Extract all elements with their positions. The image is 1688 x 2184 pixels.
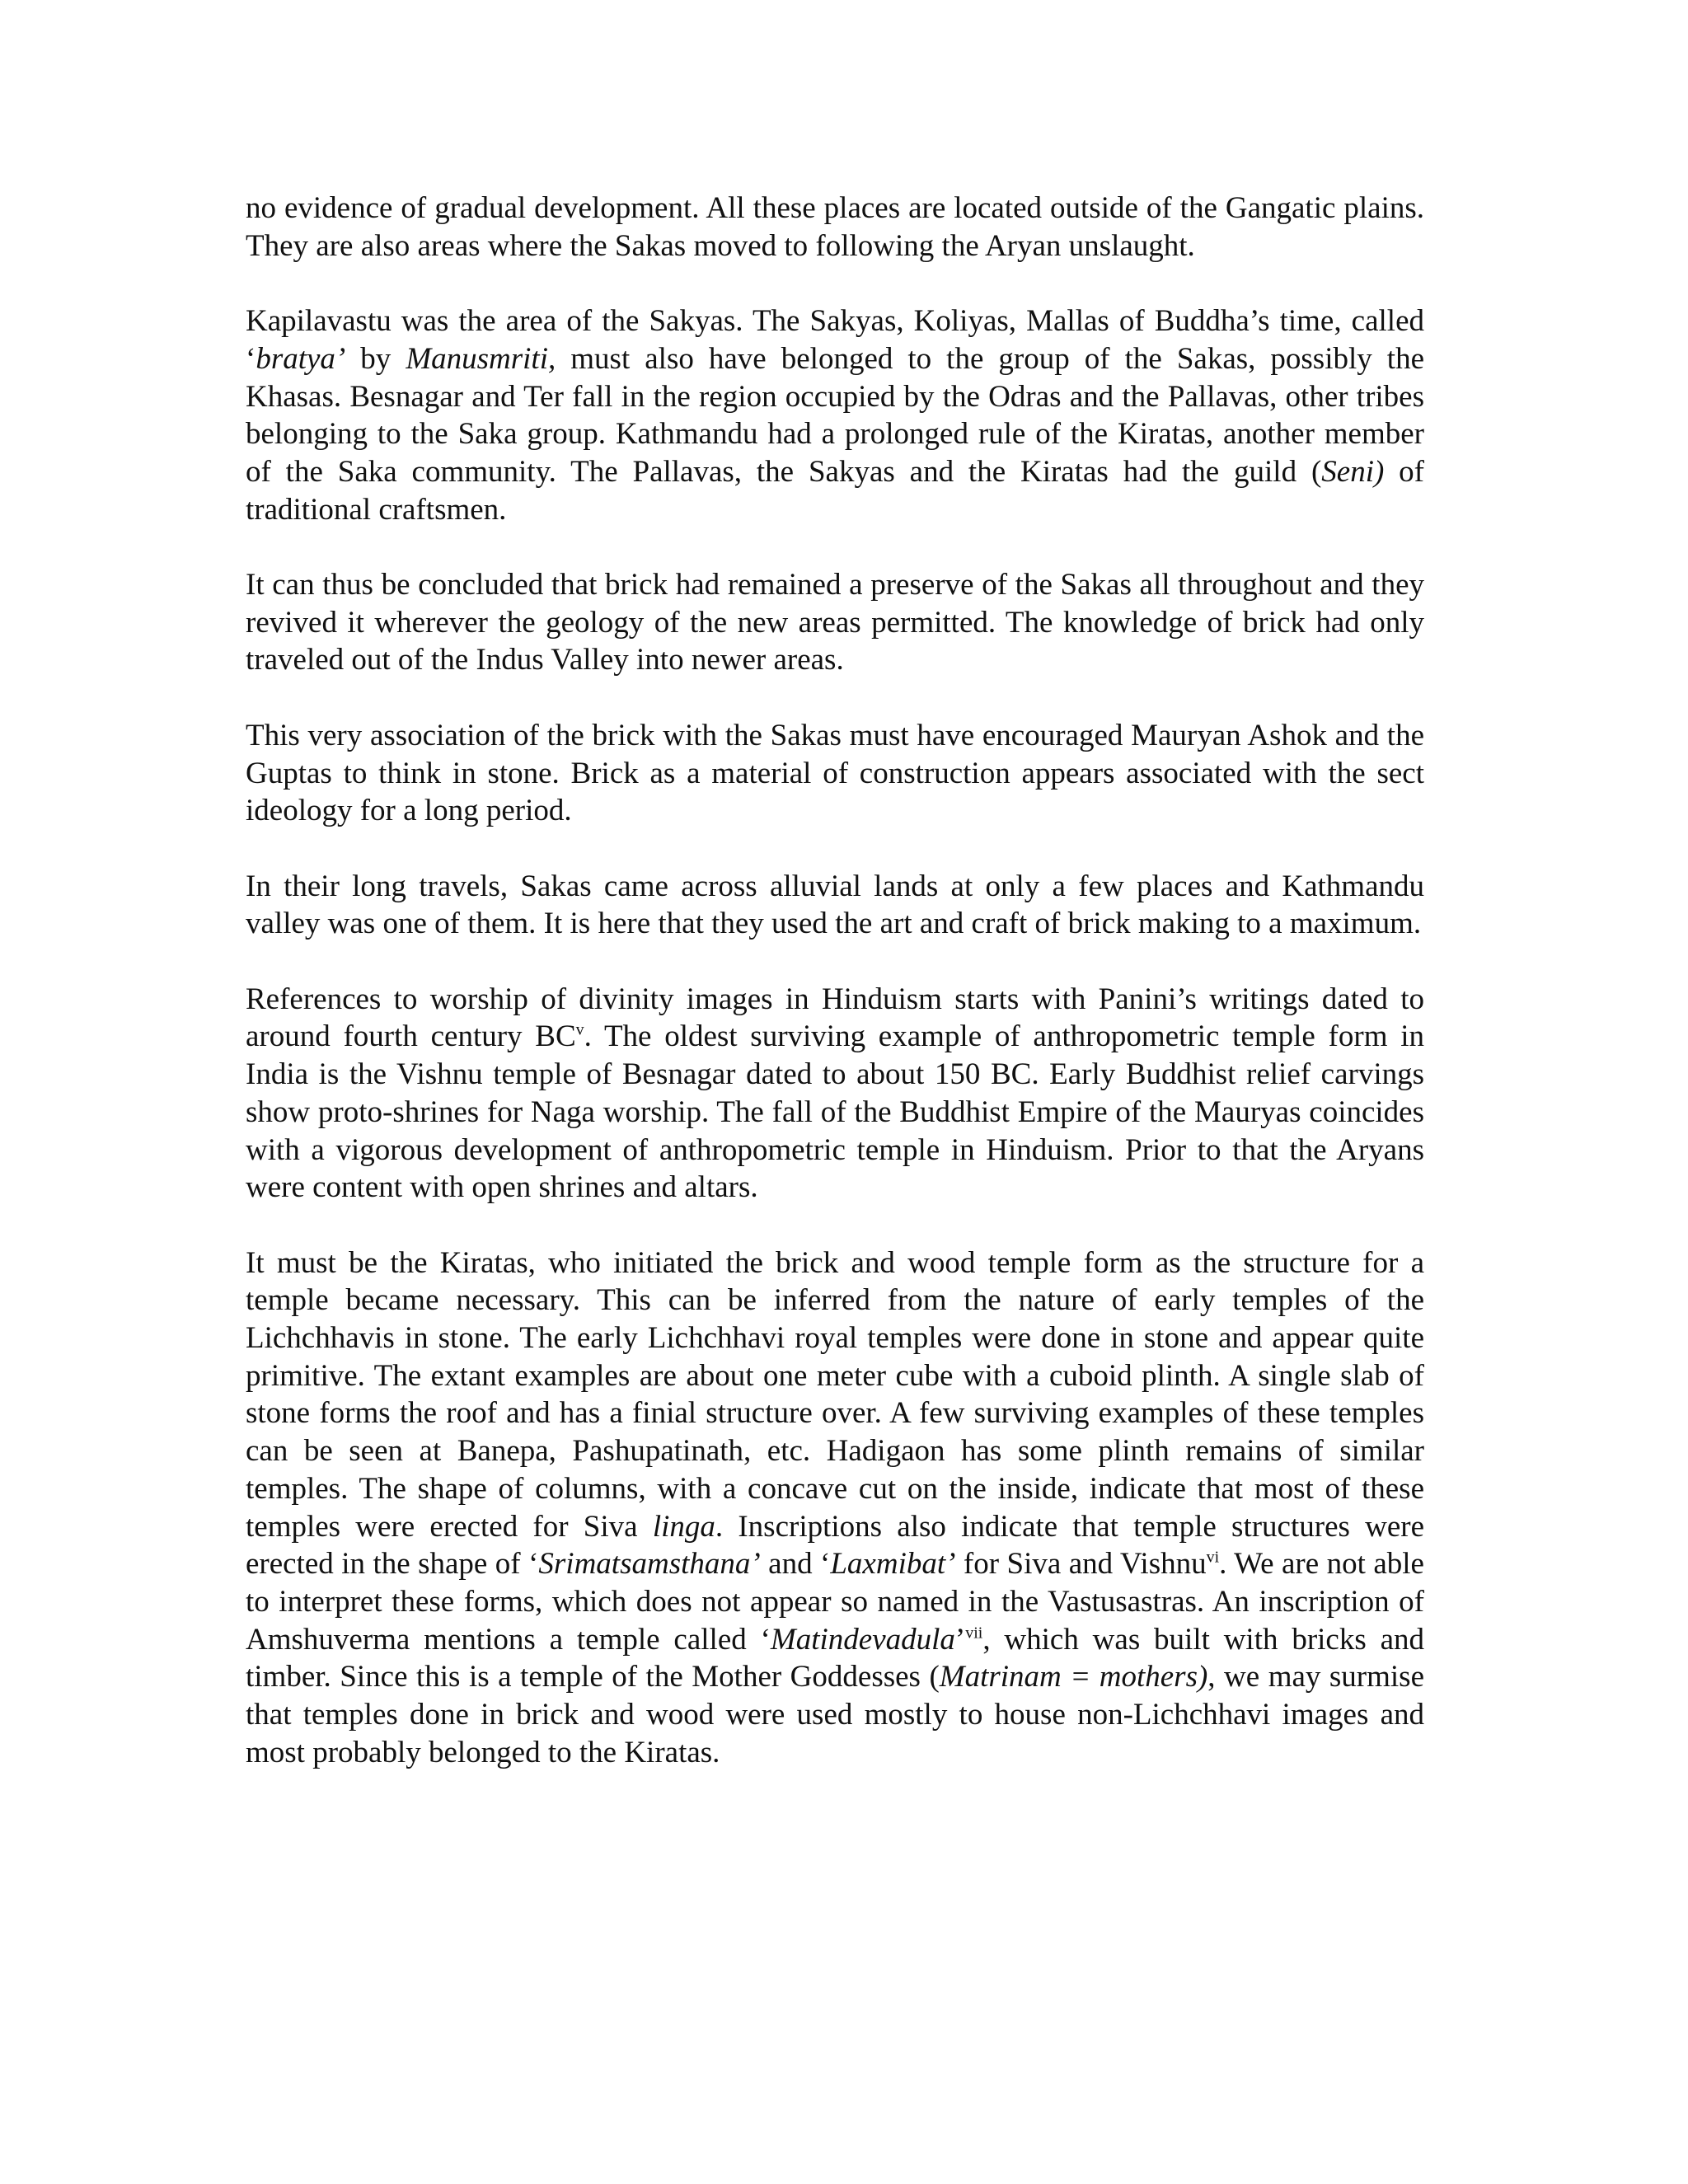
text-run: It must be the Kiratas, who initiated the brick and wood temple form as the structure for a temple became necessary. This can be inferred from the nature of early temples of the Lichchhavis in stone. The early Lichchhavi royal temples were done in stone and appear quite primitive. The extant examples are about one meter cube with a cuboid plinth. A single slab of stone forms the roof and has a finial structure over. A few surviving examples of these temples can be seen at Banepa, Pashupatinath, etc. Hadigaon has some plinth remains of similar temples. The shape of columns, with a concave cut on the inside, indicate that most of these temples were erected for Siva	[246, 1245, 1424, 1544]
italic-term-linga: linga	[652, 1509, 715, 1544]
paragraph-4	[246, 717, 1424, 830]
text-run: This very association of the brick with the Sakas must have encouraged Mauryan Ashok and the Guptas to think in stone. Brick as a material of construction appears associated with the sect ideology for a long period.	[246, 718, 1424, 828]
text-run: by	[345, 341, 406, 376]
text-run: References to worship of divinity images in Hinduism starts with Panini’s writings dated to around fourth century BC	[246, 982, 1424, 1054]
text-run: Kapilavastu was the area of the Sakyas. The Sakyas, Koliyas, Mallas of Buddha’s time, called ‘	[246, 304, 1424, 376]
text-run: . Inscriptions also indicate that temple structures were erected in the shape of ‘	[246, 1509, 1424, 1582]
text-run: . The oldest surviving example of anthropometric temple form in India is the Vishnu temple of Besnagar dated to about 150 BC. Early Buddhist relief carvings show proto-shrines for Naga worship. The fall of the Buddhist Empire of the Mauryas coincides with a vigorous development of anthropometric temple in Hinduism. Prior to that the Aryans were content with open shrines and altars.	[246, 1019, 1424, 1205]
text-run: must also have belonged to the group of the Sakas, possibly the Khasas. Besnagar and Ter fall in the region occupied by the Odras and the Pallavas, other tribes belonging to the Saka group. Kathmandu had a prolonged rule of the Kiratas, another member of the Saka community. The Pallavas, the Sakyas and the Kiratas had the guild (	[246, 341, 1424, 489]
italic-term-matrinam: Matrinam = mothers)	[939, 1660, 1208, 1694]
text-run: no evidence of gradual development. All these places are located outside of the Gangatic plains. They are also areas where the Sakas moved to following the Aryan unslaught.	[246, 191, 1424, 263]
text-run: It can thus be concluded that brick had remained a preserve of the Sakas all throughout and they revived it wherever the geology of the new areas permitted. The knowledge of brick had only traveled out of the Indus Valley into newer areas.	[246, 568, 1424, 677]
footnote-marker-v[interactable]: v	[575, 1021, 584, 1040]
paragraph-5	[246, 868, 1424, 943]
paragraph-7	[246, 1244, 1424, 1772]
text-run: In their long travels, Sakas came across alluvial lands at only a few places and Kathmandu valley was one of them. It is here that they used the art and craft of brick making to a maximum.	[246, 869, 1424, 941]
text-run: for Siva and Vishnu	[955, 1547, 1207, 1582]
text-run: ’	[954, 1622, 966, 1657]
italic-term-srimatsamsthana: Srimatsamsthana’	[538, 1547, 761, 1582]
footnote-marker-vii[interactable]: vii	[965, 1624, 983, 1643]
text-run: . We are not able to interpret these forms, which does not appear so named in the Vastusastras. An inscription of Amshuverma mentions a temple called ‘	[246, 1547, 1424, 1657]
text-run: of traditional craftsmen.	[246, 454, 1424, 527]
text-run: and ‘	[760, 1547, 831, 1582]
italic-term-matindevadula: Matindevadula	[770, 1622, 955, 1657]
italic-term-bratya: bratya’	[256, 341, 346, 376]
footnote-marker-vi[interactable]: vi	[1206, 1548, 1220, 1567]
italic-term-manusmriti: Manusmriti,	[406, 341, 556, 376]
paragraph-1	[246, 190, 1424, 265]
paragraph-3	[246, 566, 1424, 679]
text-run: , we may surmise that temples done in brick and wood were used mostly to house non-Lichchhavi images and most probably belonged to the Kiratas.	[246, 1660, 1424, 1769]
text-run: , which was built with bricks and timber. Since this is a temple of the Mother Goddesses (	[246, 1622, 1424, 1694]
italic-term-seni: Seni)	[1321, 454, 1385, 489]
paragraph-2	[246, 302, 1424, 528]
document-page	[246, 190, 1424, 1771]
italic-term-laxmibat: Laxmibat’	[830, 1547, 956, 1582]
paragraph-6	[246, 981, 1424, 1207]
